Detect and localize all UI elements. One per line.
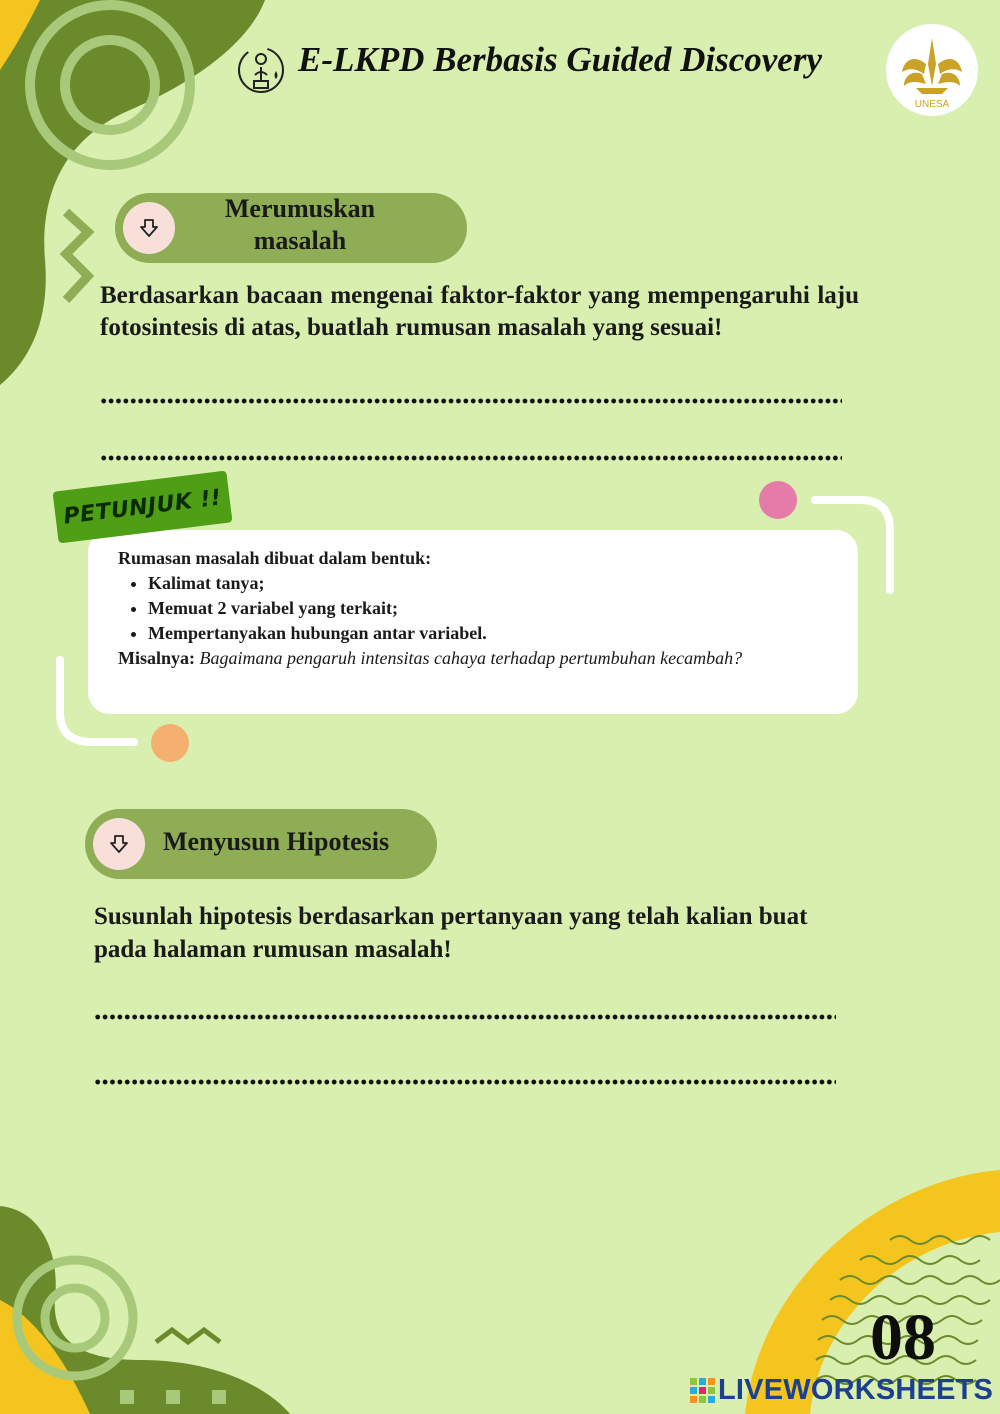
- arrow-down-icon: [93, 818, 145, 870]
- petunjuk-label: PETUNJUK !!: [62, 484, 223, 530]
- answer-line-4[interactable]: [94, 1076, 836, 1088]
- hint-example-text: Bagaimana pengaruh intensitas cahaya terhadap pertumbuhan kecambah?: [199, 648, 743, 668]
- zigzag-bottom: [156, 1330, 220, 1342]
- liveworksheets-text: LIVEWORKSHEETS: [718, 1373, 994, 1406]
- orange-dot: [151, 724, 189, 762]
- hint-item: • Mempertanyakan hubungan antar variabel.: [148, 621, 842, 646]
- unesa-logo: [886, 24, 978, 116]
- hint-intro: Rumasan masalah dibuat dalam bentuk:: [118, 548, 432, 568]
- hint-item: • Memuat 2 variabel yang terkait;: [148, 596, 842, 621]
- liveworksheets-brand[interactable]: [690, 1372, 993, 1408]
- liveworksheets-logo-icon: [690, 1377, 716, 1403]
- plant-science-icon: [236, 45, 286, 95]
- square-1: [120, 1390, 134, 1404]
- zigzag-left: [66, 212, 88, 300]
- hint-content: [118, 546, 842, 671]
- section-rumusan-masalah-label: Merumuskan masalah: [224, 194, 376, 255]
- answer-line-2[interactable]: [100, 452, 842, 464]
- hint-example-label: Misalnya:: [118, 648, 196, 668]
- page-title: E-LKPD Berbasis Guided Discovery: [298, 40, 822, 79]
- section-rumusan-masalah-header: [115, 193, 467, 263]
- section-hipotesis-header: [85, 809, 437, 879]
- rumusan-masalah-instruction: Berdasarkan bacaan mengenai faktor-faktor yang mempengaruhi laju fotosintesis di atas, buatlah rumusan masalah yang sesuai!: [100, 282, 859, 341]
- hipotesis-instruction: Susunlah hipotesis berdasarkan pertanyaan yang telah kalian buat pada halaman rumusan masalah!: [94, 903, 808, 963]
- page-number: 08: [870, 1301, 936, 1374]
- section-hipotesis-label: Menyusun Hipotesis: [163, 827, 390, 856]
- hint-example: [118, 646, 842, 671]
- pink-dot: [759, 481, 797, 519]
- square-2: [166, 1390, 180, 1404]
- answer-line-1[interactable]: [100, 395, 842, 407]
- square-3: [212, 1390, 226, 1404]
- hint-item: • Kalimat tanya;: [148, 571, 842, 596]
- answer-line-3[interactable]: [94, 1011, 836, 1023]
- hint-list: [118, 571, 842, 646]
- arrow-down-icon: [123, 202, 175, 254]
- logo-text: UNESA: [914, 99, 950, 110]
